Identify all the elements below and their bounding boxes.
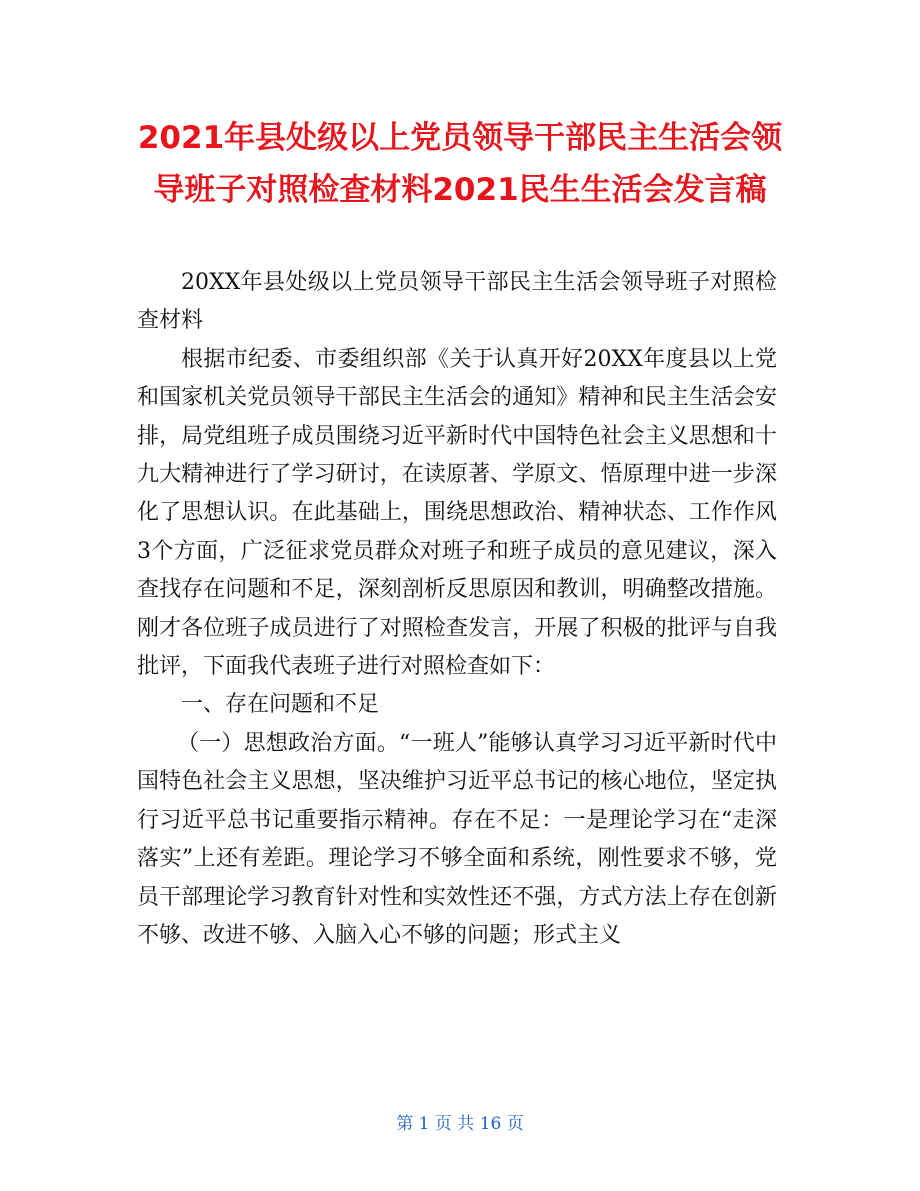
title-line-1: 2021年县处级以上党员领导干部民主生活会领 xyxy=(137,120,783,156)
paragraph-political: （一）思想政治方面。“一班人”能够认真学习习近平新时代中国特色社会主义思想，坚决维护习近平总书记的核心地位，坚定执行习近平总书记重要指示精神。存在不足：一是理论学习在“走深落实”上还有差距。理论学习不够全面和系统，刚性要求不够，党员干部理论学习教育针对性和实效性还不强，方式方法上存在创新不够、改进不够、入脑入心不够的问题；形式主义 xyxy=(137,730,777,948)
paragraph-intro: 根据市纪委、市委组织部《关于认真开好20XX年度县以上党和国家机关党员领导干部民主生活会的通知》精神和民主生活会安排，局党组班子成员围绕习近平新时代中国特色社会主义思想和十九大精神进行了学习研讨，在读原著、学原文、悟原理中进一步深化了思想认识。在此基础上，围绕思想政治、精神状态、工作作风3个方面，广泛征求党员群众对班子和班子成员的意见建议，深入查找存在问题和不足，深刻剖析反思原因和教训，明确整改措施。刚才各位班子成员进行了对照检查发言，开展了积极的批评与自我批评，下面我代表班子进行对照检查如下： xyxy=(137,346,777,680)
section-heading: 一、存在问题和不足 xyxy=(181,692,380,718)
paragraph-subtitle: 20XX年县处级以上党员领导干部民主生活会领导班子对照检查材料 xyxy=(137,270,777,334)
page-number-footer: 第 1 页 共 16 页 xyxy=(396,1114,524,1134)
title-line-2: 导班子对照检查材料2021民生生活会发言稿 xyxy=(153,172,767,208)
document-title xyxy=(120,112,800,216)
document-body xyxy=(137,264,777,955)
